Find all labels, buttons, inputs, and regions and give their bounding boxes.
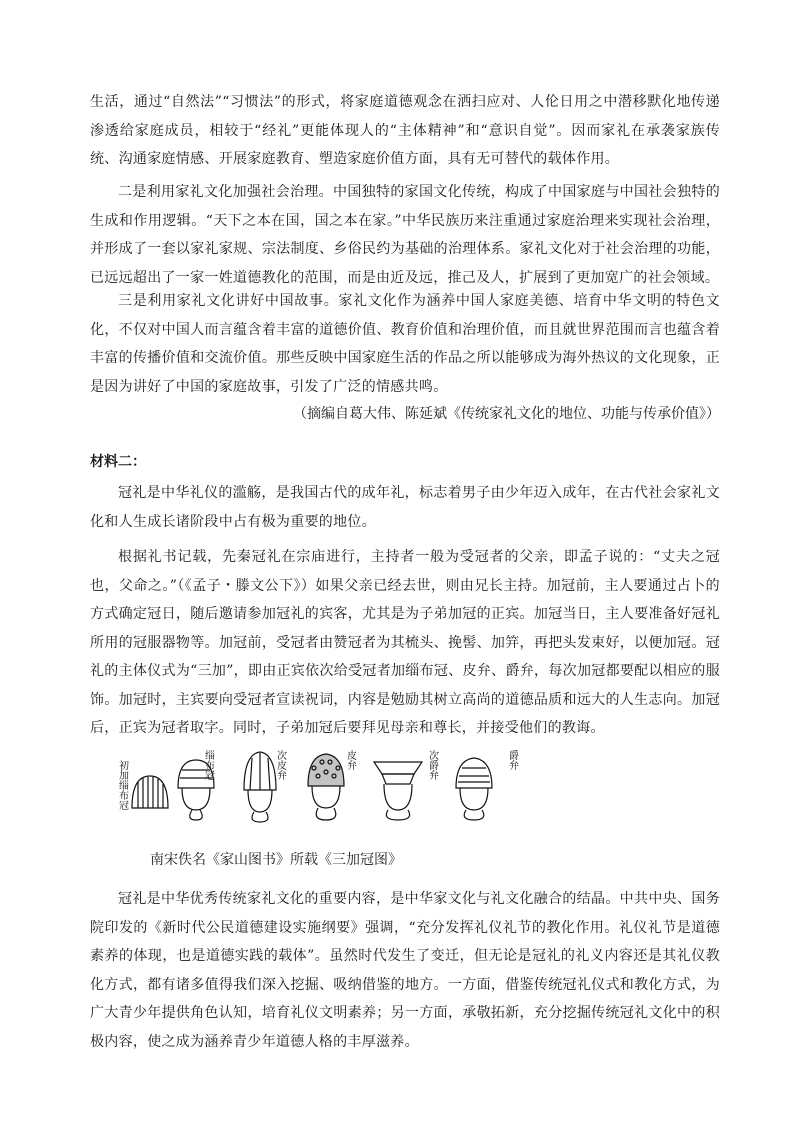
three-cappings-illustration bbox=[112, 748, 752, 838]
cloth-cap-drawing bbox=[132, 776, 168, 808]
final-cap-drawing bbox=[456, 758, 492, 820]
paragraph-capping-ceremony: 根据礼书记载，先秦冠礼在宗庙进行，主持者一般为受冠者的父亲，即孟子说的：“丈夫之冠也，父命之。”（《孟子・滕文公下》）如果父亲已经去世，则由兄长主持。加冠前，主人要通过占卜的方式确定冠日，随后邀请参加冠礼的宾客，尤其是为子弟加冠的正宾。加冠当日，主人要准备好冠礼所用的冠服器物等。加冠前，受冠者由赞冠者为其梳头、挽髻、加笄，再把头发束好，以便加冠。冠礼的主体仪式为“三加”，即由正宾依次给受冠者加缁布冠、皮弁、爵弁，每次加冠都要配以相应的服饰。加冠时，主宾要向受冠者宣读祝词，内容是勉励其树立高尚的道德品质和远大的人生志向。加冠后，正宾为冠者取字。同时，子弟加冠后要拜见母亲和尊长，并接受他们的教诲。 bbox=[90, 549, 720, 736]
paragraph-family-ritual-carrier: 生活，通过“自然法”“习惯法”的形式，将家庭道德观念在洒扫应对、人伦日用之中潜移默化地传递渗透给家庭成员，相较于“经礼”更能体现人的“主体精神”和“意识自觉”。因而家礼在承袭家族传统、沟通家庭情感、开展家庭教育、塑造家庭价值方面，具有无可替代的载体作用。 bbox=[90, 94, 720, 167]
leather-cap-on-head-drawing bbox=[308, 754, 344, 820]
paragraph-capping-intro: 冠礼是中华礼仪的滥觞，是我国古代的成年礼，标志着男子由少年迈入成年，在古代社会家礼文化和人生成长诸阶段中占有极为重要的地位。 bbox=[90, 485, 720, 530]
figure-caption: 南宋佚名《家山图书》所载《三加冠图》 bbox=[150, 852, 402, 868]
paragraph-capping-value: 冠礼是中华优秀传统家礼文化的重要内容，是中华家文化与礼文化融合的结晶。中共中央、国务院印发的《新时代公民道德建设实施纲要》强调，“充分发挥礼仪礼节的教化作用。礼仪礼节是道德素养的体现，也是道德实践的载体”。虽然时代发生了变迁，但无论是冠礼的礼义内容还是其礼仪教化方式，都有诸多值得我们深入挖掘、吸纳借鉴的地方。一方面，借鉴传统冠礼仪式和教化方式，为广大青少年提供角色认知，培育礼仪文明素养；另一方面，承敬拓新，充分挖掘传统冠礼文化中的积极内容，使之成为涵养青少年道德人格的丰厚滋养。 bbox=[90, 891, 720, 1050]
source-citation: （摘编自葛大伟、陈延斌《传统家礼文化的地位、功能与传承价值》） bbox=[293, 406, 720, 422]
figure-label-3: 次皮弁 bbox=[274, 750, 286, 780]
figure-label-4: 皮弁 bbox=[344, 750, 356, 770]
ceremonial-cap-drawing bbox=[374, 762, 422, 820]
figure-label-5: 次爵弁 bbox=[426, 750, 438, 780]
figure-label-6: 爵弁 bbox=[506, 750, 518, 770]
leather-cap-drawing bbox=[244, 752, 276, 822]
paragraph-china-story: 三是利用家礼文化讲好中国故事。家礼文化作为涵养中国人家庭美德、培育中华文明的特色文化，不仅对中国人而言蕴含着丰富的道德价值、教育价值和治理价值，而且就世界范围而言也蕴含着丰富的传播价值和交流价值。那些反映中国家庭生活的作品之所以能够成为海外热议的文化现象，正是因为讲好了中国的家庭故事，引发了广泛的情感共鸣。 bbox=[90, 293, 720, 395]
paragraph-social-governance: 二是利用家礼文化加强社会治理。中国独特的家国文化传统，构成了中国家庭与中国社会独特的生成和作用逻辑。“天下之本在国，国之本在家。”中华民族历来注重通过家庭治理来实现社会治理，并形成了一套以家礼家规、宗法制度、乡俗民约为基础的治理体系。家礼文化对于社会治理的功能，已远远超出了一家一姓道德教化的范围，而是由近及远，推己及人，扩展到了更加宽广的社会领域。 bbox=[90, 184, 720, 286]
figure-label-2: 缁布冠 bbox=[202, 750, 214, 780]
material-two-heading: 材料二： bbox=[90, 454, 146, 470]
figure-label-1: 初加缁布冠 bbox=[116, 760, 128, 810]
